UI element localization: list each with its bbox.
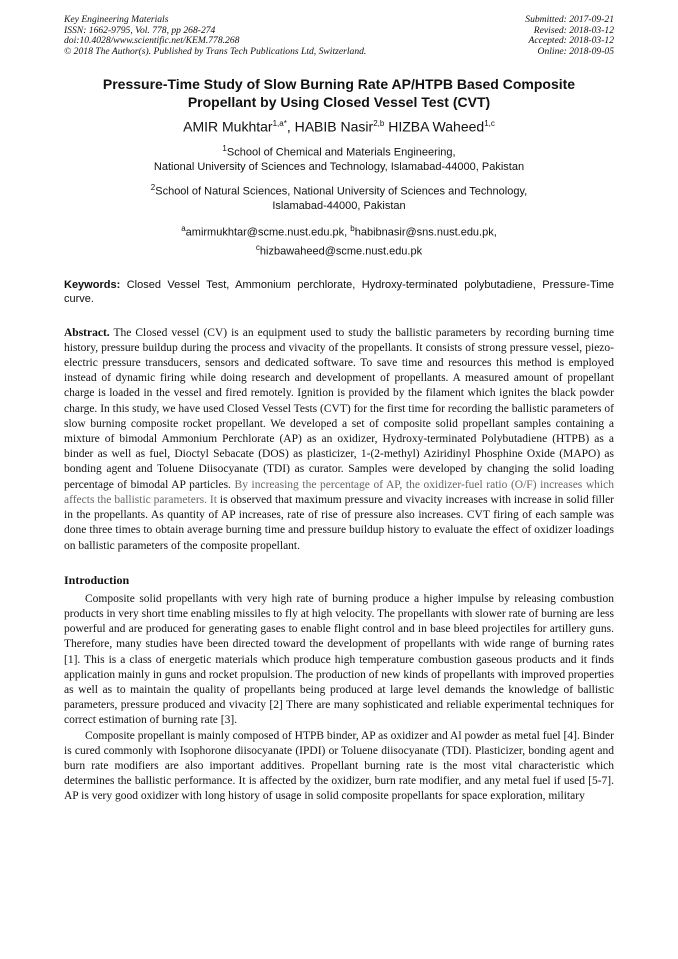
abstract-text: The Closed vessel (CV) is an equipment used to study the ballistic parameters by recording burning time history, pressure buildup during the process and vivacity of the propellants. It consists of strong pressure vessel, piezo-electric pressure transducers, sensors and dedicated software. To save time and resources this method is employed instead of dynamic firing while doing research and development of propellants. A measured amount of propellant charge is loaded in the vessel and fired remotely. Ignition is provided by the filament which ignites the black powder charge. In this study, we have used Closed Vessel Tests (CVT) for the first time for recording the ballistic parameters of slow burning composite rocket propellant. We developed a set of composite solid propellant samples containing a mixture of bimodal Ammonium Perchlorate (AP) as an oxidizer, Hydroxy-terminated Polybutadiene (HTPB) as a binder as well as fuel, Dioctyl Sebacate (DOS) as plasticizer, 1-(2-methyl) Aziridinyl Phosphine Oxide (MAPO) as bonding agent and Toluene Diisocyanate (TDI) as curator. Samples were developed by changing the solid loading percentage of bimodal AP particles. <box>64 326 614 491</box>
author-name: HIZBA Waheed <box>388 119 485 136</box>
paragraph: Composite propellant is mainly composed of HTPB binder, AP as oxidizer and Al powder as metal fuel [4]. Binder is cured commonly with Isophorone diisocyanate (IPDI) or Toluene diisocyanate (TDI). Plasticizer, bonding agent and burn rate modifiers are also important additives. Propellant burning rate is the most vital characteristic which determines the ballistic performance. It is affected by the oxidizer, burn rate modifier, and any metal fuel if used [5-7]. AP is very good oxidizer with long history of usage in solid composite propellants for space exploration, military <box>64 729 614 803</box>
paper-title <box>64 75 614 111</box>
journal-issn: ISSN: 1662-9795, Vol. 778, pp 268-274 <box>64 24 216 36</box>
journal-copyright: © 2018 The Author(s). Published by Trans Tech Publications Ltd, Switzerland. <box>64 45 367 57</box>
author-sup: 1,c <box>484 119 495 129</box>
affiliation-2 <box>64 181 614 214</box>
author-sup: 1,a* <box>272 119 287 129</box>
author-name: AMIR Mukhtar <box>183 119 273 136</box>
affiliation-sup: 2 <box>150 182 156 192</box>
email-link[interactable]: amirmukhtar@scme.nust.edu.pk, <box>185 227 351 239</box>
date-submitted: Submitted: 2017-09-21 <box>525 14 614 25</box>
author-emails <box>64 222 614 258</box>
keywords-label: Keywords: <box>64 278 121 291</box>
abstract-text: is observed that maximum pressure and vivacity increases with increase in solid filler in the propellants. As quantity of AP increases, rate of rise of pressure also increases. CVT firing of each sample was done three times to obtain average burning time and pressure buildup history to evaluate the effect of oxidizer loadings on ballistic parameters of the composite propellant. <box>64 493 615 552</box>
journal-info <box>64 15 366 57</box>
date-online: Online: 2018-09-05 <box>537 45 614 57</box>
email-link[interactable]: hizbawaheed@scme.nust.edu.pk <box>259 245 423 258</box>
section-heading: Introduction <box>64 572 130 587</box>
keywords <box>64 278 614 307</box>
email-link[interactable]: habibnasir@sns.nust.edu.pk, <box>354 227 497 239</box>
author-name: HABIB Nasir <box>294 119 374 136</box>
affiliation-line: School of Chemical and Materials Engineering, <box>226 146 456 159</box>
affiliation-line: School of Natural Sciences, National University of Sciences and Technology, <box>155 185 528 198</box>
affiliation-line: National University of Sciences and Technology, Islamabad-44000, Pakistan <box>153 161 525 174</box>
title-line-2: Propellant by Using Closed Vessel Test (CVT) <box>187 94 491 111</box>
paragraph: Composite solid propellants with very high rate of burning produce a higher impulse by releasing combustion products in very short time enabling missiles to fly at high velocity. The propellants with slower rate of burning are less powerful and are produced for generating gases to enable flight control and in base bleed projectiles for artillery guns. Therefore, many studies have been directed toward the development of propellants with wide range of burning rates [1]. This is a class of energetic materials which produce high temperature combustion gaseous products and it finds application mainly in guns and rocket propulsion. The production of new kinds of propellants with improved properties as well as to maintain the quality of propellants being produced at large level demands the knowledge of ballistic parameters, pressure produced and vivacity [2] There are many sophisticated and reliable experimental techniques for correct estimation of burning rate [3]. <box>64 592 614 727</box>
introduction-body <box>64 592 614 805</box>
journal-doi: doi:10.4028/www.scientific.net/KEM.778.268 <box>64 35 240 47</box>
journal-name: Key Engineering Materials <box>64 14 169 25</box>
date-revised: Revised: 2018-03-12 <box>533 24 614 36</box>
email-sup: b <box>350 224 355 234</box>
journal-header <box>64 15 614 57</box>
abstract <box>64 326 614 554</box>
affiliation-line: Islamabad-44000, Pakistan <box>272 199 406 212</box>
email-sup: c <box>255 242 260 252</box>
affiliation-1 <box>64 142 614 175</box>
title-line-1: Pressure-Time Study of Slow Burning Rate AP/HTPB Based Composite <box>102 76 576 93</box>
affiliation-sup: 1 <box>222 144 227 154</box>
abstract-label: Abstract. <box>64 326 110 339</box>
author-list <box>64 115 614 136</box>
abstract-text-faded: By increasing the percentage of AP, the oxidizer-fuel ratio (O/F) increases which affects the ballistic parameters. It <box>64 478 614 506</box>
author-sup: 2,b <box>373 119 385 129</box>
email-sup: a <box>181 224 186 234</box>
keywords-text: Closed Vessel Test, Ammonium perchlorate, Hydroxy-terminated polybutadiene, Pressure-Time curve. <box>64 278 614 306</box>
date-accepted: Accepted: 2018-03-12 <box>528 35 614 47</box>
author-sep: , <box>286 119 295 136</box>
publication-dates <box>525 15 614 57</box>
